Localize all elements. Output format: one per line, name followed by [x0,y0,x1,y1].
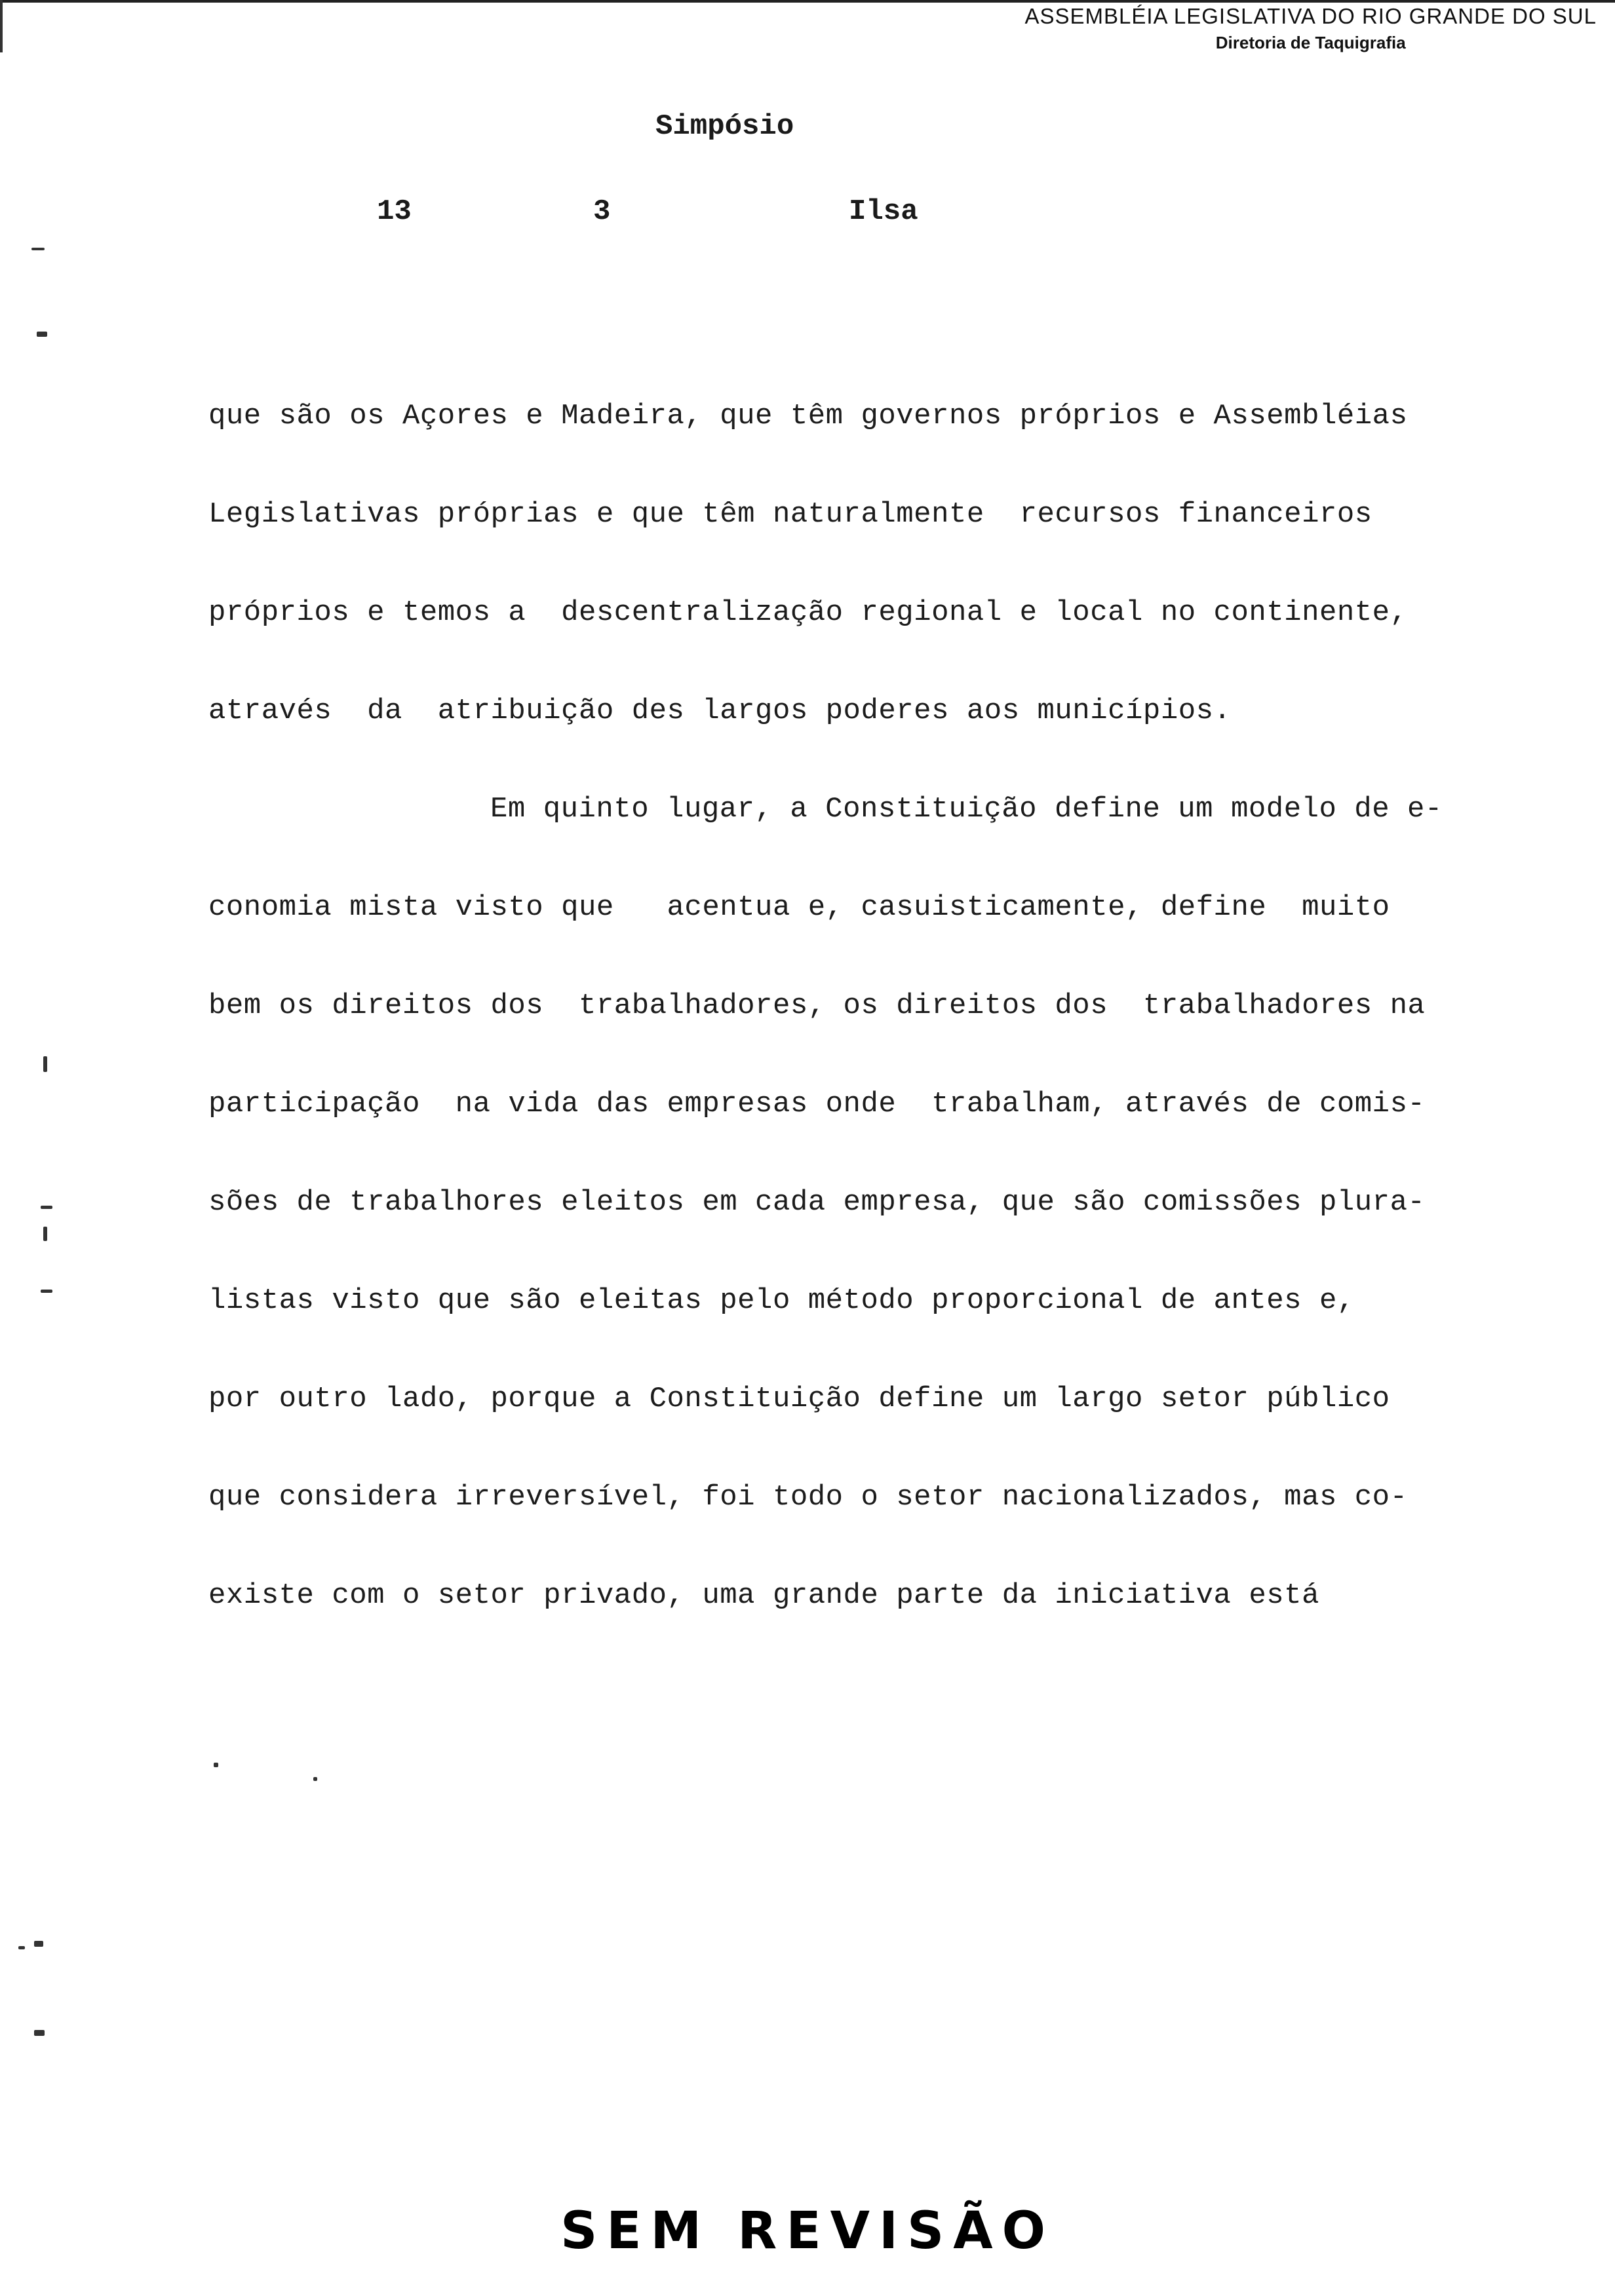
margin-mark [34,1941,43,1947]
document-number: 13 [377,195,412,228]
left-border-rule [0,0,3,52]
text-line: próprios e temos a descentralização regional e local no continente, [208,596,1408,629]
text-line: sões de trabalhores eleitos em cada empresa, que são comissões plura- [208,1186,1426,1219]
text-line: participação na vida das empresas onde trabalham, através de comis- [208,1088,1426,1120]
text-line: conomia mista visto que acentua e, casuisticamente, define muito [208,891,1390,924]
text-line: que considera irreversível, foi todo o setor nacionalizados, mas co- [208,1481,1408,1514]
margin-mark [43,1227,47,1241]
text-line: através da atribuição des largos poderes aos municípios. [208,695,1232,727]
text-line: existe com o setor privado, uma grande parte da iniciativa está [208,1579,1319,1612]
text-line: que são os Açores e Madeira, que têm governos próprios e Assembléias [208,400,1408,432]
speck-mark [313,1777,317,1781]
transcript-body [208,392,1572,1670]
department-name: Diretoria de Taquigrafia [1215,33,1406,52]
text-line-paragraph-start: Em quinto lugar, a Constituição define um modelo de e- [490,793,1443,826]
margin-mark [31,248,45,250]
speck-mark [214,1763,218,1767]
document-title: Simpósio [655,110,794,143]
margin-mark [37,332,47,337]
speaker-name: Ilsa [849,195,918,228]
letterhead [1024,3,1597,55]
margin-mark [18,1946,25,1949]
page-number: 3 [593,195,611,228]
margin-mark [41,1290,52,1293]
revision-stamp: SEM REVISÃO [560,2202,1055,2261]
margin-mark [41,1206,52,1209]
margin-mark [43,1056,47,1072]
text-line: bem os direitos dos trabalhadores, os direitos dos trabalhadores na [208,989,1426,1022]
organization-name: ASSEMBLÉIA LEGISLATIVA DO RIO GRANDE DO SUL [1024,4,1597,28]
text-line: listas visto que são eleitas pelo método proporcional de antes e, [208,1284,1355,1317]
text-line: por outro lado, porque a Constituição define um largo setor público [208,1383,1390,1415]
text-line: Legislativas próprias e que têm naturalmente recursos financeiros [208,498,1372,531]
margin-mark [34,2030,45,2036]
